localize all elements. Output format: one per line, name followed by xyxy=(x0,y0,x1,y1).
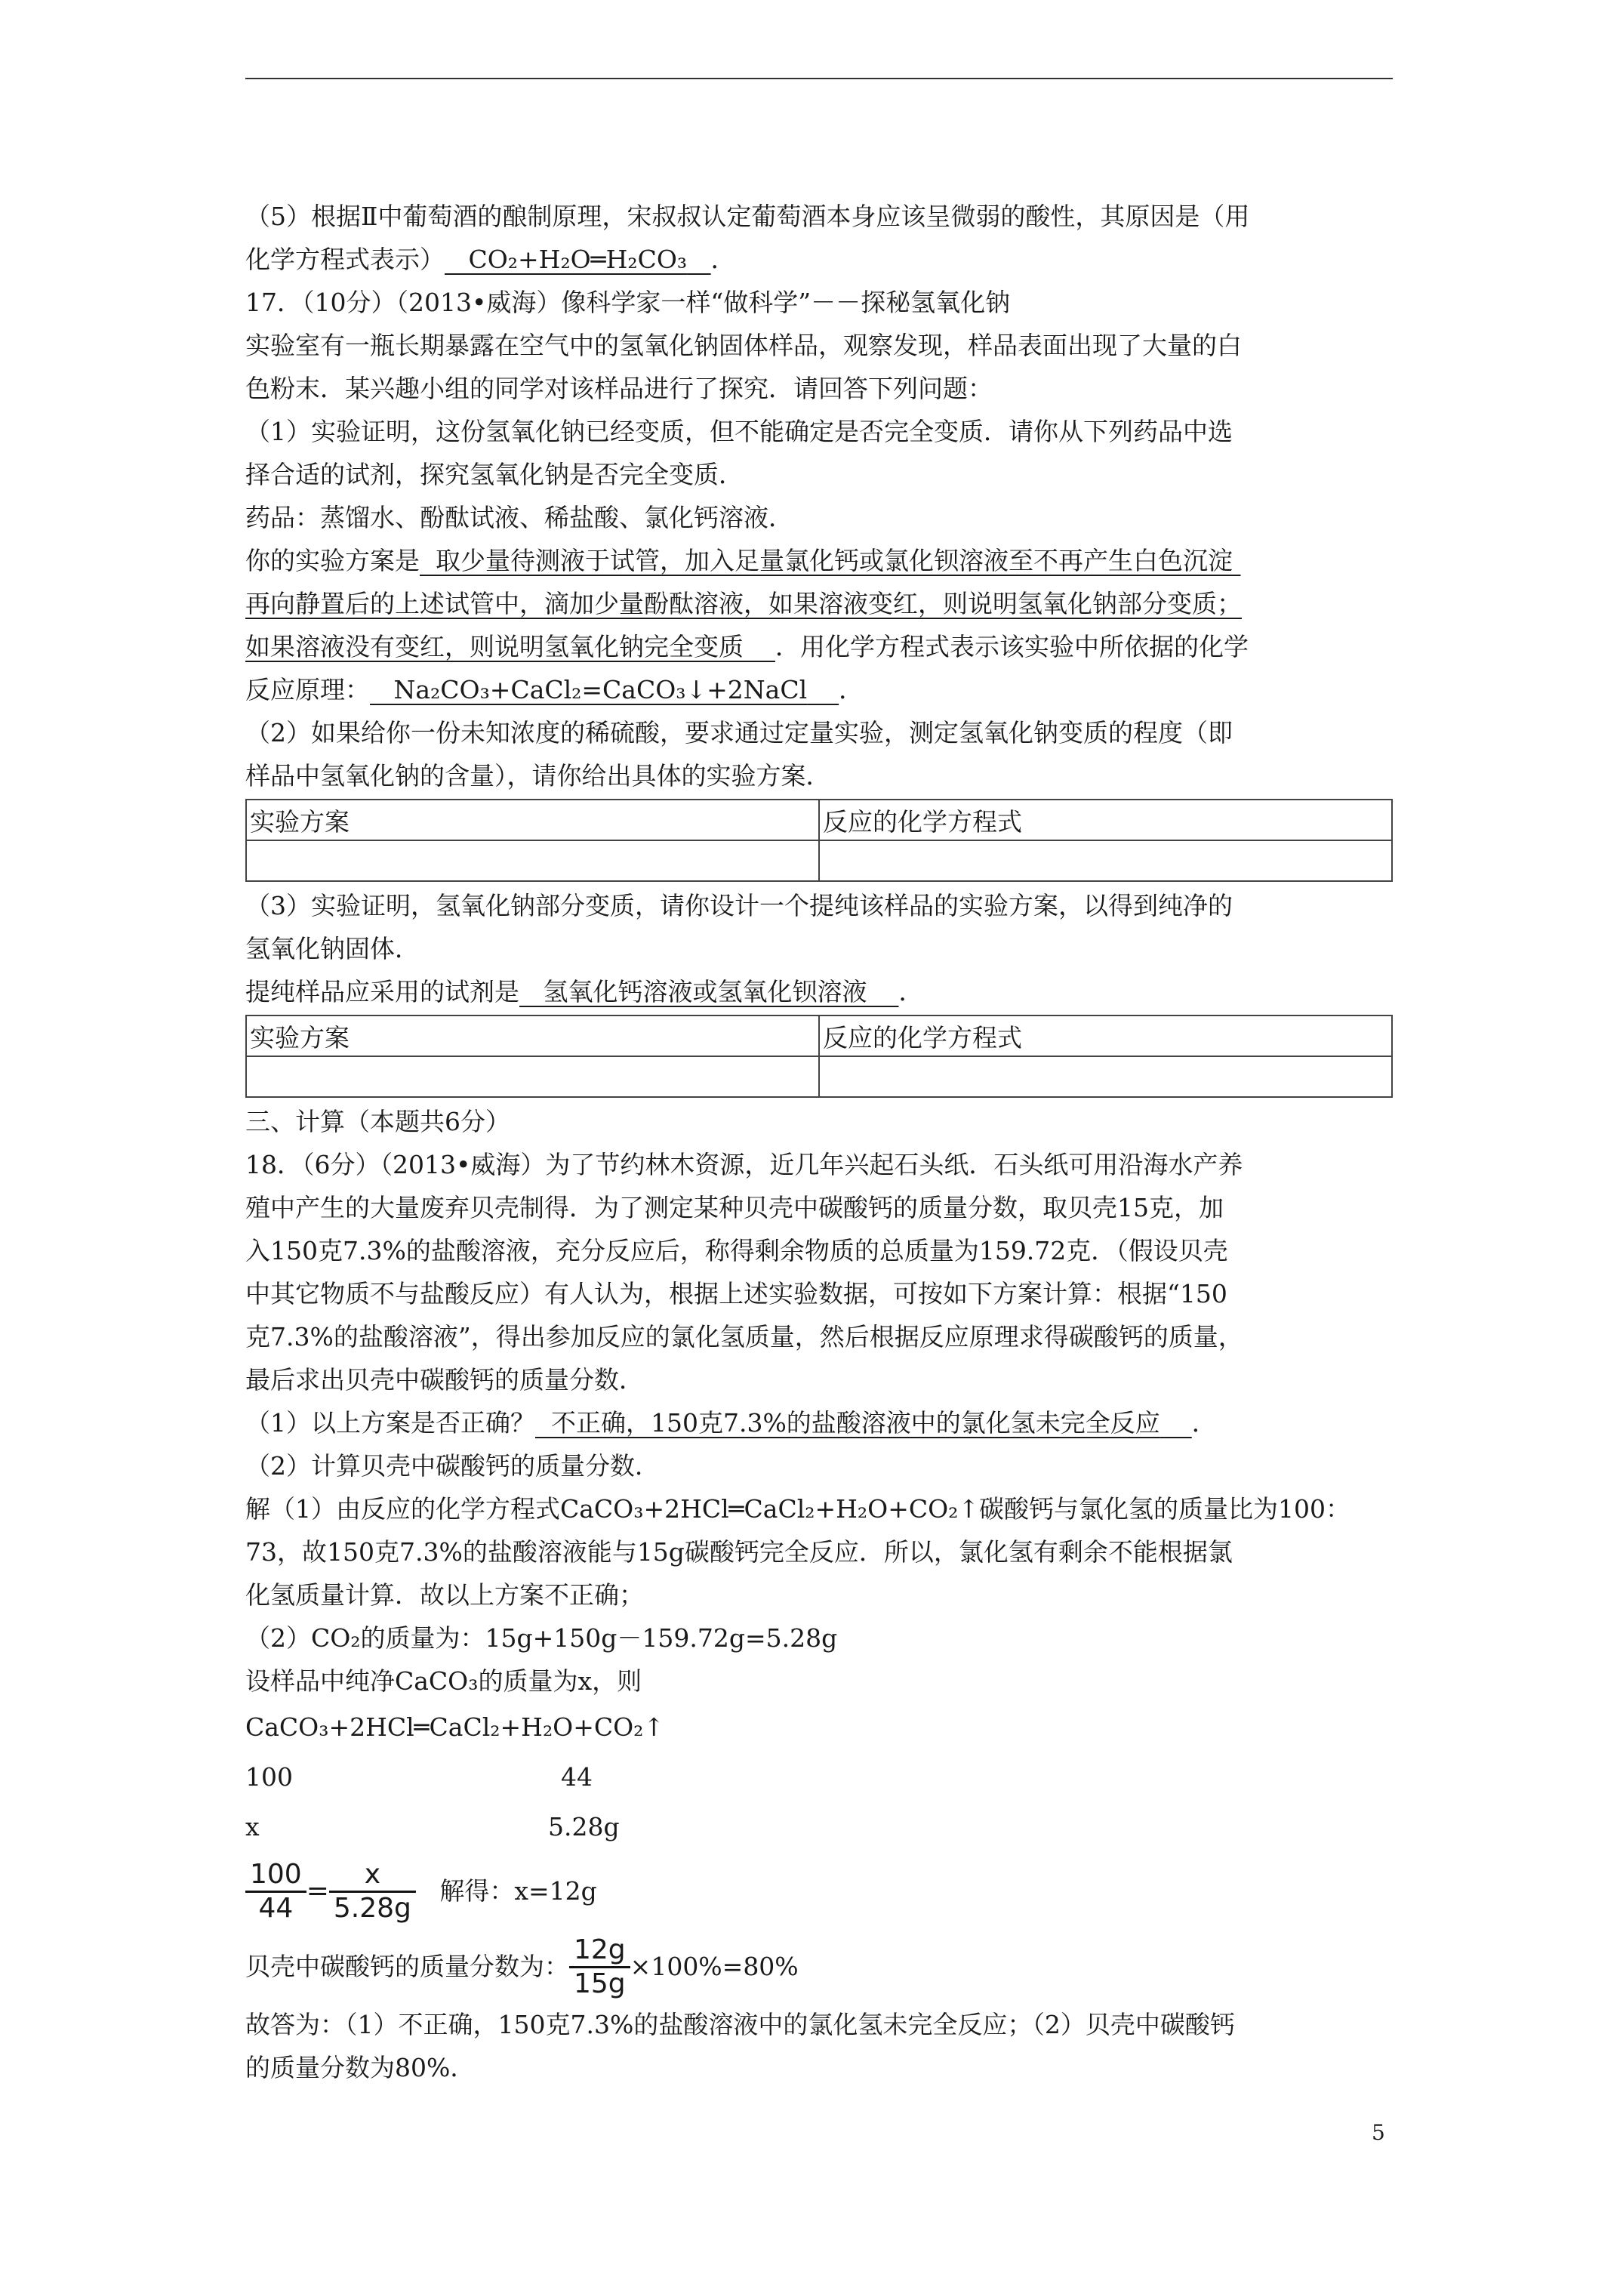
section-3-title: 三、计算（本题共6分） xyxy=(245,1107,510,1136)
reaction-equation-line: CaCO₃+2HCl═CaCl₂+H₂O+CO₂↑ xyxy=(245,1712,665,1742)
final-answer-line1: 故答为：（1）不正确，150克7.3%的盐酸溶液中的氯化氢未完全反应；（2）贝壳中碳酸钙 xyxy=(245,2010,1235,2039)
q18-line5: 克7.3%的盐酸溶液”，得出参加反应的氯化氢质量，然后根据反应原理求得碳酸钙的质量， xyxy=(245,1322,1243,1351)
q17-intro-line2: 色粉末．某兴趣小组的同学对该样品进行了探究．请回答下列问题： xyxy=(245,374,993,403)
page-number: 5 xyxy=(1372,2120,1385,2145)
q17-title: 17．（10分）（2013•威海）像科学家一样“做科学”－－探秘氢氧化钠 xyxy=(245,288,1011,317)
q16-part5-line2: 化学方程式表示） CO₂+H₂O═H₂CO₃ ． xyxy=(245,245,736,274)
table-cell-plan xyxy=(246,840,819,881)
q17-plan-answer-1: 取少量待测液于试管，加入足量氯化钙或氯化钡溶液至不再产生白色沉淀 xyxy=(435,546,1233,575)
q17-part3-line1: （3）实验证明，氢氧化钠部分变质，请你设计一个提纯该样品的实验方案，以得到纯净的 xyxy=(245,891,1233,920)
q17-plan-line2 xyxy=(245,582,1393,625)
q17-plan-line1: 你的实验方案是 取少量待测液于试管，加入足量氯化钙或氯化钡溶液至不再产生白色沉淀 xyxy=(245,539,1393,582)
solution-line2: 73，故150克7.3%的盐酸溶液能与15g碳酸钙完全反应．所以，氯化氢有剩余不能根据氯 xyxy=(245,1537,1233,1567)
q16-answer: CO₂+H₂O═H₂CO₃ xyxy=(468,245,688,274)
q17-part1-line2: 择合适的试剂，探究氢氧化钠是否完全变质． xyxy=(245,460,744,489)
page-content xyxy=(245,195,1393,2089)
solution-line1: 解（1）由反应的化学方程式CaCO₃+2HCl═CaCl₂+H₂O+CO₂↑碳酸钙与氯化氢的质量比为100： xyxy=(245,1494,1351,1524)
q18-answer1: 不正确，150克7.3%的盐酸溶液中的氯化氢未完全反应 xyxy=(550,1408,1160,1438)
fraction-12g-15g: $\frac{12g}{15g}$ xyxy=(569,1934,630,2000)
fraction-x-5-28g: $\frac{x}{5.28g}$ xyxy=(329,1859,416,1925)
q17-part2-line1: （2）如果给你一份未知浓度的稀硫酸，要求通过定量实验，测定氢氧化钠变质的程度（即 xyxy=(245,718,1233,747)
q17-plan-line3: 如果溶液没有变红，则说明氢氧化钠完全变质 ．用化学方程式表示该实验中所依据的化学 xyxy=(245,632,1249,661)
q18-title: 18．（6分）（2013•威海）为了节约林木资源，近几年兴起石头纸．石头纸可用沿海水产养 xyxy=(245,1150,1243,1179)
q17-part3-table xyxy=(245,1015,1393,1098)
q17-purify-answer: 氢氧化钙溶液或氢氧化钡溶液 xyxy=(543,977,867,1006)
q18-line2: 殖中产生的大量废弃贝壳制得．为了测定某种贝壳中碳酸钙的质量分数，取贝壳15克，加 xyxy=(245,1193,1224,1222)
table-header-plan: 实验方案 xyxy=(246,1015,819,1056)
q18-line6: 最后求出贝壳中碳酸钙的质量分数． xyxy=(245,1365,644,1395)
ratio-row-2: x 5.28g xyxy=(245,1812,620,1841)
final-answer-line2: 的质量分数为80%． xyxy=(245,2053,476,2082)
q17-plan-answer-2: 再向静置后的上述试管中，滴加少量酚酞溶液，如果溶液变红，则说明氢氧化钠部分变质； xyxy=(245,589,1242,618)
q17-reagents: 药品：蒸馏水、酚酞试液、稀盐酸、氯化钙溶液． xyxy=(245,503,793,532)
co2-mass-line: （2）CO₂的质量为：15g+150g－159.72g=5.28g xyxy=(245,1623,838,1653)
q17-intro-line1: 实验室有一瓶长期暴露在空气中的氢氧化钠固体样品，观察发现，样品表面出现了大量的白 xyxy=(245,331,1242,360)
proportion-line: $\frac{100}{44}$ = $\frac{x}{5.28g}$ 解得：x=12g xyxy=(245,1852,1393,1928)
q18-line3: 入150克7.3%的盐酸溶液，充分反应后，称得剩余物质的总质量为159.72克．（假设贝壳 xyxy=(245,1236,1228,1265)
table-cell-equation xyxy=(819,1056,1392,1097)
q17-part2-line2: 样品中氢氧化钠的含量），请你给出具体的实验方案． xyxy=(245,761,831,791)
table-header-equation: 反应的化学方程式 xyxy=(819,800,1392,840)
q17-principle: 反应原理： Na₂CO₃+CaCl₂=CaCO₃↓+2NaCl ． xyxy=(245,675,864,704)
mass-fraction-line: 贝壳中碳酸钙的质量分数为： $\frac{12g}{15g}$ ×100%=80% xyxy=(245,1934,799,1999)
q18-question1: （1）以上方案是否正确？ 不正确，150克7.3%的盐酸溶液中的氯化氢未完全反应 ． xyxy=(245,1408,1217,1438)
q17-part2-table xyxy=(245,799,1393,882)
table-cell-plan xyxy=(246,1056,819,1097)
let-x-line: 设样品中纯净CaCO₃的质量为x，则 xyxy=(245,1666,642,1696)
q17-part3-line2: 氢氧化钠固体． xyxy=(245,934,420,963)
q17-principle-equation: Na₂CO₃+CaCl₂=CaCO₃↓+2NaCl xyxy=(393,675,808,704)
fraction-100-44: $\frac{100}{44}$ xyxy=(245,1859,306,1925)
table-cell-equation xyxy=(819,840,1392,881)
q18-question2: （2）计算贝壳中碳酸钙的质量分数． xyxy=(245,1451,660,1481)
solution-line3: 化氢质量计算．故以上方案不正确； xyxy=(245,1580,644,1610)
q17-plan-answer-3: 如果溶液没有变红，则说明氢氧化钠完全变质 xyxy=(245,632,744,661)
table-header-plan: 实验方案 xyxy=(246,800,819,840)
header-rule xyxy=(245,78,1393,79)
table-header-equation: 反应的化学方程式 xyxy=(819,1015,1392,1056)
ratio-row-1: 100 44 xyxy=(245,1762,593,1792)
q17-purify-reagent: 提纯样品应采用的试剂是 氢氧化钙溶液或氢氧化钡溶液 ． xyxy=(245,977,924,1006)
q17-part1-line1: （1）实验证明，这份氢氧化钠已经变质，但不能确定是否完全变质．请你从下列药品中选 xyxy=(245,417,1233,446)
q18-line4: 中其它物质不与盐酸反应）有人认为，根据上述实验数据，可按如下方案计算：根据“150 xyxy=(245,1279,1227,1308)
q16-part5-line1: （5）根据Ⅱ中葡萄酒的酿制原理，宋叔叔认定葡萄酒本身应该呈微弱的酸性，其原因是（用 xyxy=(245,202,1250,231)
